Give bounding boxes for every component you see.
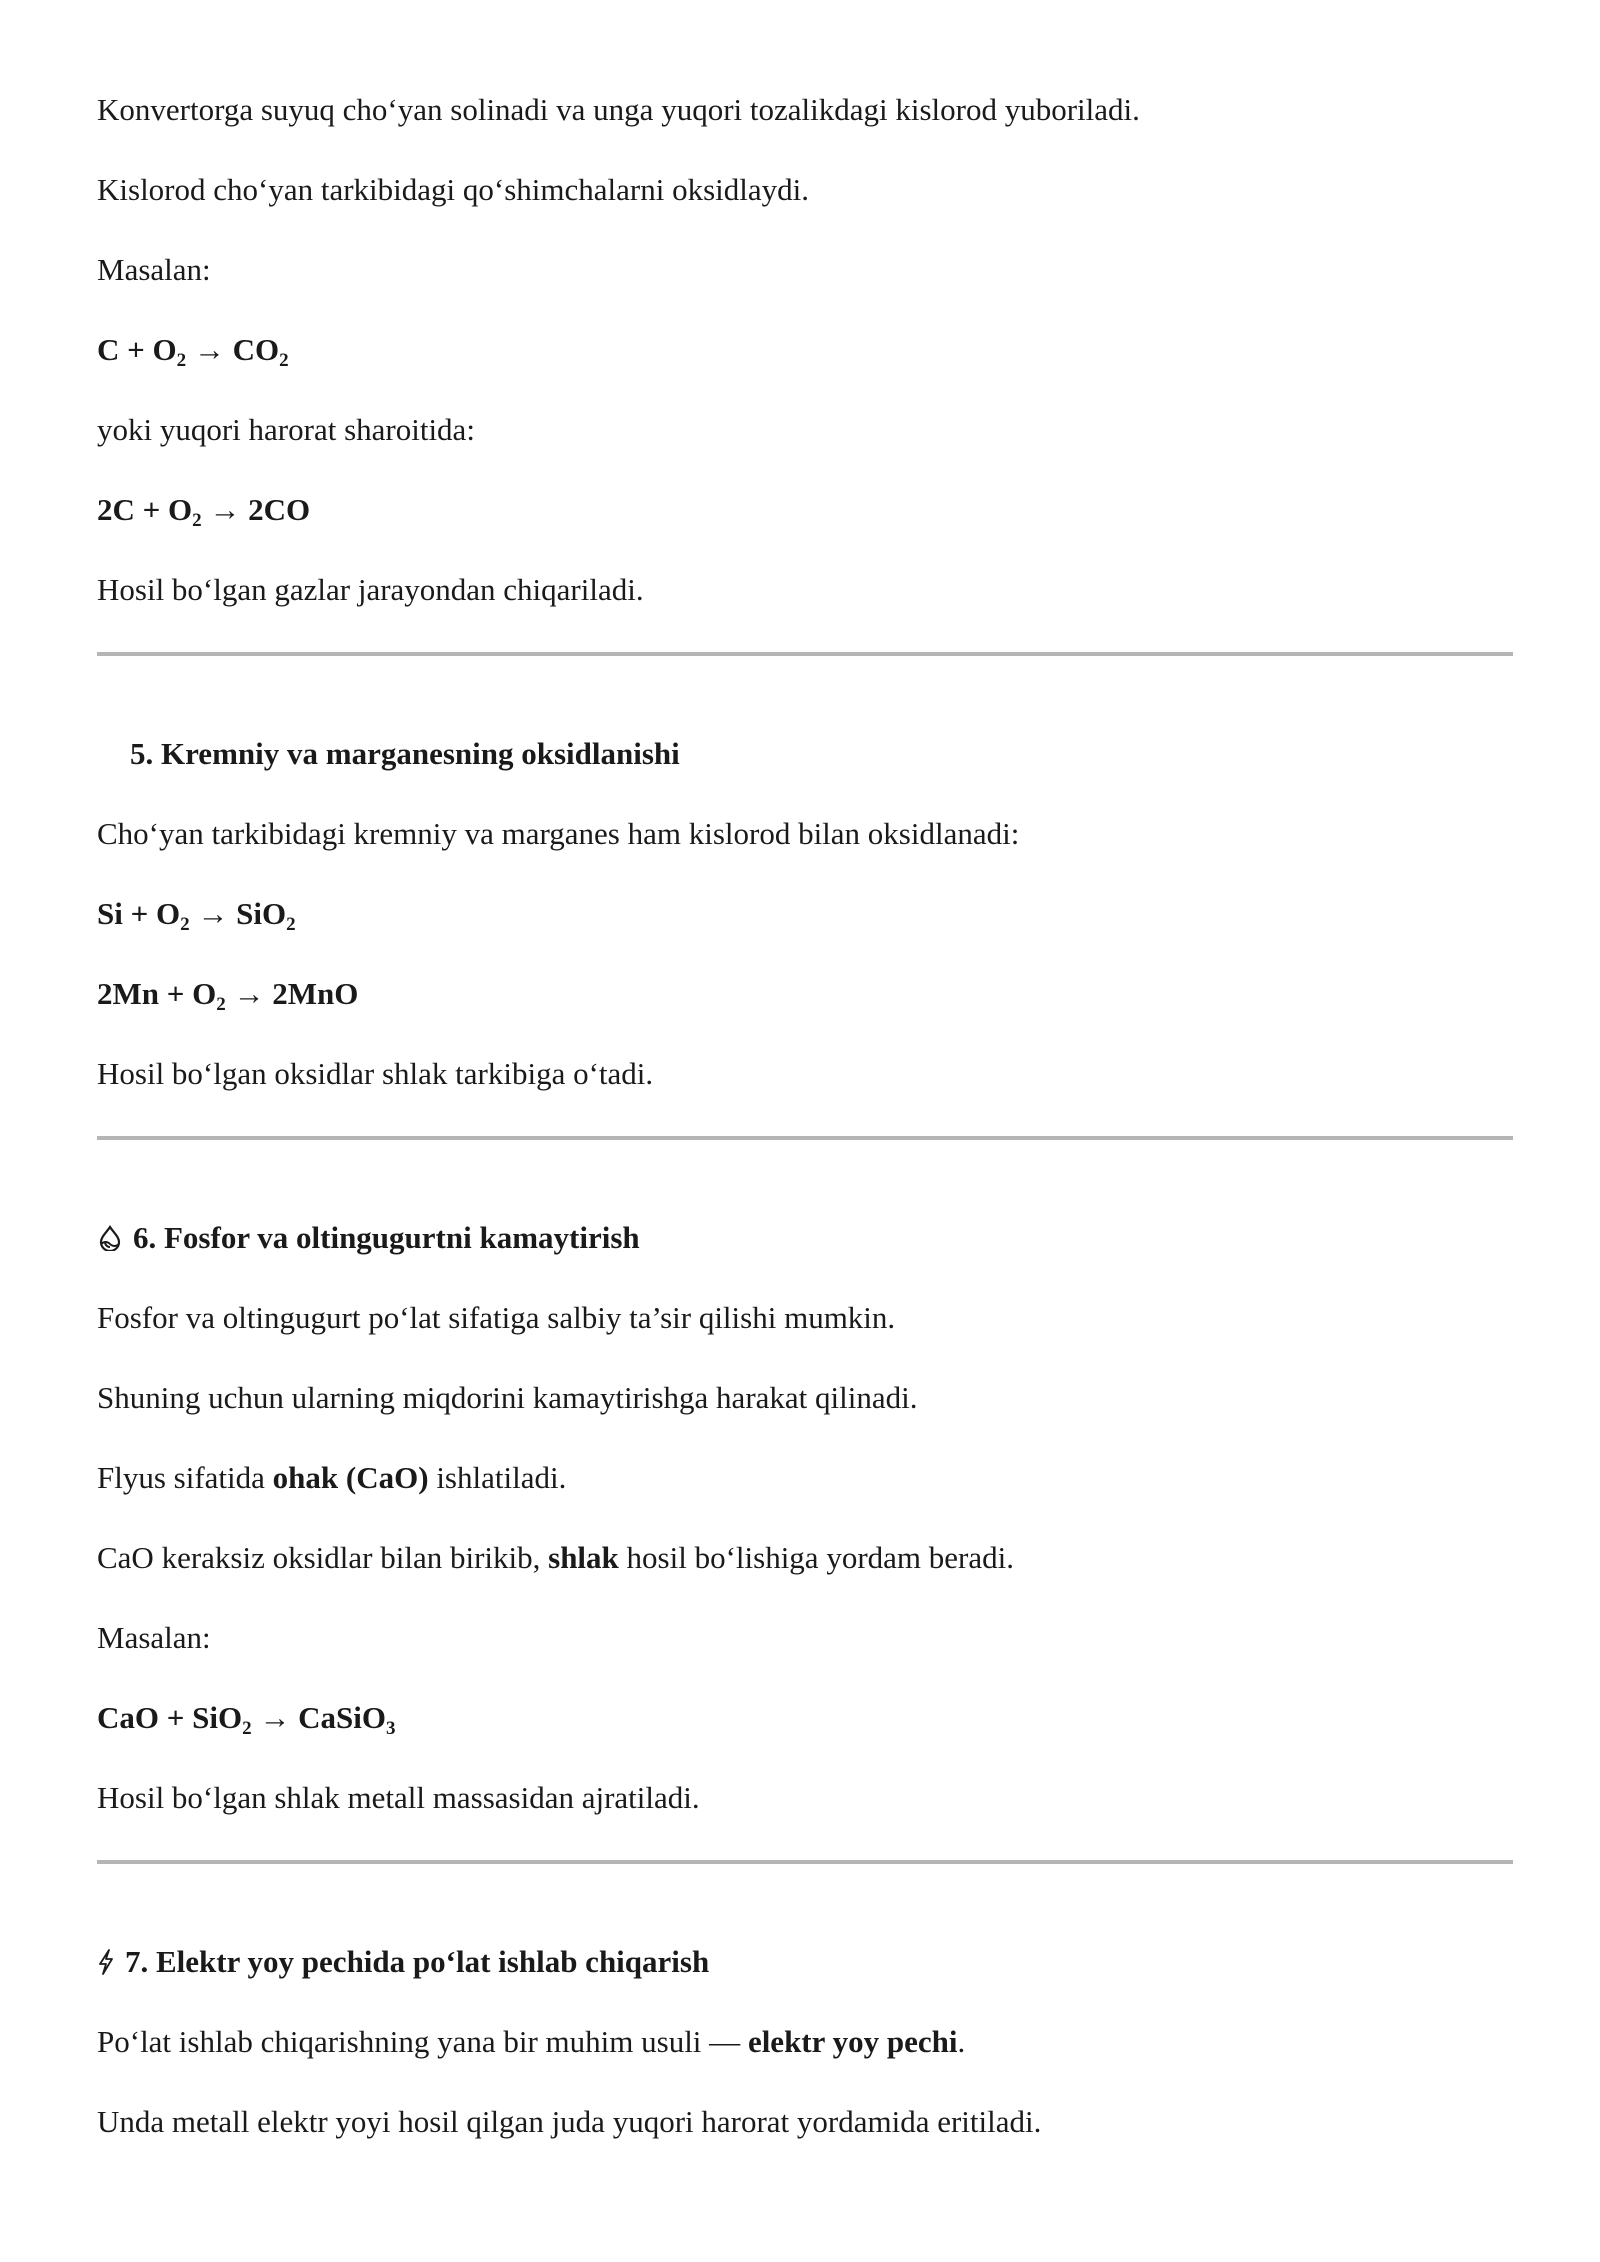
equation: $2Mn + O_2 \to 2MnO$ bbox=[97, 976, 359, 1015]
paragraph: Kislorod cho‘yan tarkibidagi qo‘shimchalarni oksidlaydi. bbox=[97, 172, 809, 207]
equation: $Si + O_2 \to SiO_2$ bbox=[97, 896, 296, 935]
lightning-icon bbox=[97, 1949, 115, 1975]
paragraph: Po‘lat ishlab chiqarishning yana bir muhim usuli — elektr yoy pechi. bbox=[97, 2024, 966, 2059]
section-heading: 7. Elektr yoy pechida po‘lat ishlab chiqarish bbox=[97, 1942, 1513, 1982]
divider bbox=[97, 1136, 1513, 1140]
paragraph: Hosil bo‘lgan oksidlar shlak tarkibiga o‘tadi. bbox=[97, 1056, 654, 1091]
equation: $C + O_2 \to CO_2$ bbox=[97, 332, 289, 371]
equation: CaO + SiO$_2$ → CaSiO$_3$ bbox=[97, 1700, 396, 1739]
paragraph: Konvertorga suyuq cho‘yan solinadi va unga yuqori tozalikdagi kislorod yuboriladi. bbox=[97, 92, 1140, 127]
equation: $2C + O_2 \to 2CO$ bbox=[97, 492, 311, 531]
paragraph: CaO keraksiz oksidlar bilan birikib, shlak hosil bo‘lishiga yordam beradi. bbox=[97, 1540, 1014, 1575]
paragraph: Unda metall elektr yoyi hosil qilgan juda yuqori harorat yordamida eritiladi. bbox=[97, 2104, 1042, 2139]
paragraph: Shuning uchun ularning miqdorini kamaytirishga harakat qilinadi. bbox=[97, 1380, 918, 1415]
paragraph: Hosil bo‘lgan gazlar jarayondan chiqariladi. bbox=[97, 572, 644, 607]
paragraph: Fosfor va oltingugurt po‘lat sifatiga salbiy ta’sir qilishi mumkin. bbox=[97, 1300, 896, 1335]
paragraph: Masalan: bbox=[97, 1620, 211, 1655]
paragraph: Masalan: bbox=[97, 252, 211, 287]
section-heading: 5. Kremniy va marganesning oksidlanishi bbox=[130, 736, 680, 771]
divider bbox=[97, 1860, 1513, 1864]
divider bbox=[97, 652, 1513, 656]
paragraph: yoki yuqori harorat sharoitida: bbox=[97, 412, 475, 447]
paragraph: Cho‘yan tarkibidagi kremniy va marganes ham kislorod bilan oksidlanadi: bbox=[97, 816, 1020, 851]
section-heading: 6. Fosfor va oltingugurtni kamaytirish bbox=[97, 1218, 1513, 1258]
water-drop-icon bbox=[97, 1225, 123, 1251]
document bbox=[97, 90, 1513, 2142]
paragraph: Hosil bo‘lgan shlak metall massasidan ajratiladi. bbox=[97, 1780, 700, 1815]
paragraph: Flyus sifatida ohak (CaO) ishlatiladi. bbox=[97, 1460, 567, 1495]
